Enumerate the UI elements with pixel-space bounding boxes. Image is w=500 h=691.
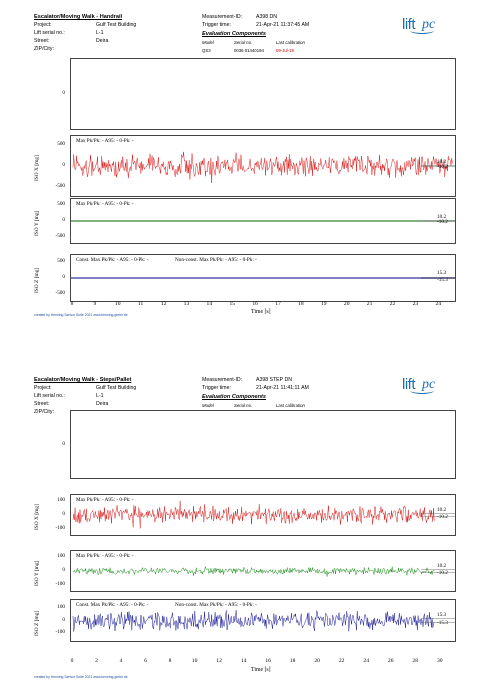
model-header: Model <box>202 40 214 45</box>
model-header: Model <box>202 403 214 408</box>
serial-value: L-1 <box>96 30 104 36</box>
limit-value-label: -10.2 <box>437 219 448 226</box>
panel-stats-label: Const. Max Pk/Pk: - A95: - 0-Pk: - <box>76 257 149 263</box>
x-tick-label: 22 <box>389 301 396 307</box>
x-tick-label: 11 <box>137 301 144 307</box>
y-tick-label: 100 <box>57 496 65 503</box>
x-tick-label: 18 <box>289 658 296 664</box>
plot-panel <box>70 550 456 592</box>
report-handrail <box>0 0 500 345</box>
y-tick-label: 0 <box>62 440 65 447</box>
x-tick-label: 24 <box>363 658 369 664</box>
limit-value-label: 10.2 <box>437 158 447 165</box>
footer-credit: created by Henning Sensor Suite 2021 www.henning-gmbh.de <box>34 313 128 317</box>
limit-value-label: 10.2 <box>437 506 447 513</box>
x-tick-label: 30 <box>436 658 443 664</box>
limit-value-label: 15.3 <box>437 611 447 618</box>
x-tick-label: 4 <box>119 658 123 664</box>
x-axis-label: Time [s] <box>251 309 271 315</box>
plot-svg <box>71 59 455 129</box>
panel-stats-label-nonconst: Non-const. Max Pk/Pk: - A95: - 0-Pk: - <box>175 602 257 608</box>
y-tick-label: 0 <box>62 217 65 223</box>
y-tick-label: 0 <box>62 616 65 623</box>
plot-panel <box>70 58 456 130</box>
plot-svg <box>71 411 455 478</box>
x-tick-label: 0 <box>70 658 74 664</box>
x-tick-label: 22 <box>338 658 345 664</box>
limit-value-label: -10.2 <box>437 570 448 577</box>
street-label: Street: <box>34 401 50 407</box>
evaluation-components-title: Evaluation Components <box>202 31 267 37</box>
report-title: Escalator/Moving Walk - Steps/Pallet <box>34 377 132 383</box>
serial-value: 0036 01440194 <box>234 48 264 53</box>
y-tick-label: -100 <box>55 581 65 588</box>
y-tick-label: 100 <box>57 603 65 610</box>
x-tick-label: 17 <box>275 301 281 307</box>
y-tick-label: -100 <box>55 629 65 636</box>
serial-label: Lift serial no.: <box>34 30 65 36</box>
x-tick-label: 19 <box>321 301 327 307</box>
x-tick-label: 9 <box>93 301 97 307</box>
y-tick-label: -500 <box>55 183 65 190</box>
y-tick-label: 0 <box>62 511 65 517</box>
project-value: Gulf Test Building <box>96 22 137 28</box>
limit-value-label: -15.3 <box>437 276 448 283</box>
y-tick-label: 500 <box>57 140 65 147</box>
zip-label: ZIP/City: <box>34 409 54 415</box>
x-tick-label: 15 <box>229 301 236 307</box>
x-tick-label: 20 <box>314 658 320 664</box>
y-tick-label: 100 <box>57 552 65 559</box>
y-tick-label: -100 <box>55 525 65 532</box>
trigger-label: Trigger time: <box>202 22 231 28</box>
x-tick-label: 8 <box>168 658 172 664</box>
y-axis-label: ISO Y [mg] <box>34 210 40 236</box>
y-tick-label: 0 <box>62 567 65 573</box>
limit-value-label: -10.2 <box>437 164 448 171</box>
x-tick-label: 14 <box>240 658 247 664</box>
x-tick-label: 23 <box>412 301 419 307</box>
liftpc-logo: lift pc <box>402 376 436 393</box>
panel-stats-label: Max Pk/Pk: - A95: - 0-Pk: - <box>76 138 134 144</box>
report-title: Escalator/Moving Walk - Handrail <box>34 14 123 20</box>
y-tick-label: -500 <box>55 232 65 239</box>
plot-panel <box>70 198 456 244</box>
panel-stats-label: Max Pk/Pk: - A95: - 0-Pk: - <box>76 553 134 559</box>
limit-value-label: 15.3 <box>437 270 447 277</box>
x-tick-label: 14 <box>206 301 213 307</box>
x-tick-label: 13 <box>183 301 190 307</box>
series-line <box>73 501 434 529</box>
x-tick-label: 24 <box>435 301 442 307</box>
trigger-value: 21-Apr-21 11:41:11 AM <box>256 385 309 391</box>
limit-value-label: 10.2 <box>437 562 447 569</box>
project-label: Project: <box>34 385 52 391</box>
panel-stats-label-nonconst: Non-const. Max Pk/Pk: - A95: - 0-Pk: - <box>175 257 257 263</box>
y-axis-label: ISO Y [mg] <box>34 560 40 586</box>
y-axis-label: ISO Z [mg] <box>34 267 40 293</box>
x-tick-label: 28 <box>412 658 419 664</box>
calibration-value: 09-Jul-19 <box>276 48 294 53</box>
street-value: Deira <box>96 401 109 407</box>
panel-stats-label: Max Pk/Pk: - A95: - 0-Pk: - <box>76 201 134 207</box>
project-value: Gulf Test Building <box>96 385 137 391</box>
x-tick-label: 10 <box>191 658 198 664</box>
x-tick-label: 10 <box>114 301 121 307</box>
panel-stats-label: Const. Max Pk/Pk: - A95: - 0-Pk: - <box>76 602 149 608</box>
measurement-id-label: Measurement-ID: <box>202 14 243 20</box>
y-tick-label: 0 <box>62 274 65 280</box>
trigger-value: 21-Apr-21 11:37:45 AM <box>256 22 310 28</box>
y-axis-label: ISO X [mg] <box>34 155 40 181</box>
panel-stats-label: Max Pk/Pk: - A95: - 0-Pk: - <box>76 497 134 503</box>
trigger-label: Trigger time: <box>202 385 231 391</box>
limit-value-label: -10.2 <box>437 514 448 521</box>
plot-svg <box>71 136 455 196</box>
evaluation-components-title: Evaluation Components <box>202 394 267 400</box>
y-tick-label: 500 <box>57 257 65 264</box>
street-value: Deira <box>96 38 109 44</box>
plot-panel <box>70 135 456 197</box>
calibration-header: Last calibration <box>276 403 305 408</box>
model-value: QS3 <box>202 48 211 53</box>
measurement-id-value: A398 STEP DN <box>256 377 292 383</box>
measurement-id-label: Measurement-ID: <box>202 377 243 383</box>
x-tick-label: 26 <box>387 658 394 664</box>
plot-panel <box>70 254 456 302</box>
plot-panel <box>70 494 456 536</box>
x-tick-label: 12 <box>216 658 222 664</box>
limit-value-label: 10.2 <box>437 213 447 220</box>
series-line <box>73 567 434 577</box>
series-line <box>73 610 434 631</box>
street-label: Street: <box>34 38 50 44</box>
x-tick-label: 21 <box>366 301 373 307</box>
x-tick-label: 2 <box>95 658 98 664</box>
serial-value: L-1 <box>96 393 104 399</box>
report-steps-pallet <box>0 345 500 690</box>
measurement-id-value: A398 DN <box>256 14 278 20</box>
footer-credit: created by Henning Sensor Suite 2021 www.henning-gmbh.de <box>34 675 128 679</box>
zip-label: ZIP/City: <box>34 46 54 52</box>
x-axis-label: Time [s] <box>251 667 271 673</box>
y-tick-label: 0 <box>62 162 65 168</box>
liftpc-logo: lift pc <box>402 16 436 33</box>
y-tick-label: 500 <box>57 201 65 208</box>
x-tick-label: 8 <box>70 301 74 307</box>
x-tick-label: 16 <box>265 658 271 664</box>
serial-header: Serial no. <box>234 40 253 45</box>
plot-panel <box>70 599 456 642</box>
project-label: Project: <box>34 22 52 28</box>
plot-panel <box>70 410 456 479</box>
x-tick-label: 6 <box>144 658 147 664</box>
serial-label: Lift serial no.: <box>34 393 65 399</box>
y-tick-label: -500 <box>55 290 65 297</box>
x-tick-label: 20 <box>343 301 350 307</box>
calibration-header: Last calibration <box>276 40 305 45</box>
limit-value-label: -15.3 <box>437 620 448 627</box>
x-tick-label: 18 <box>298 301 304 307</box>
x-tick-label: 12 <box>160 301 167 307</box>
y-tick-label: 0 <box>62 90 65 96</box>
y-axis-label: ISO X [mg] <box>34 504 40 530</box>
y-axis-label: ISO Z [mg] <box>34 610 40 636</box>
serial-header: Serial no. <box>234 403 253 408</box>
series-line <box>73 152 452 183</box>
x-tick-label: 16 <box>252 301 258 307</box>
